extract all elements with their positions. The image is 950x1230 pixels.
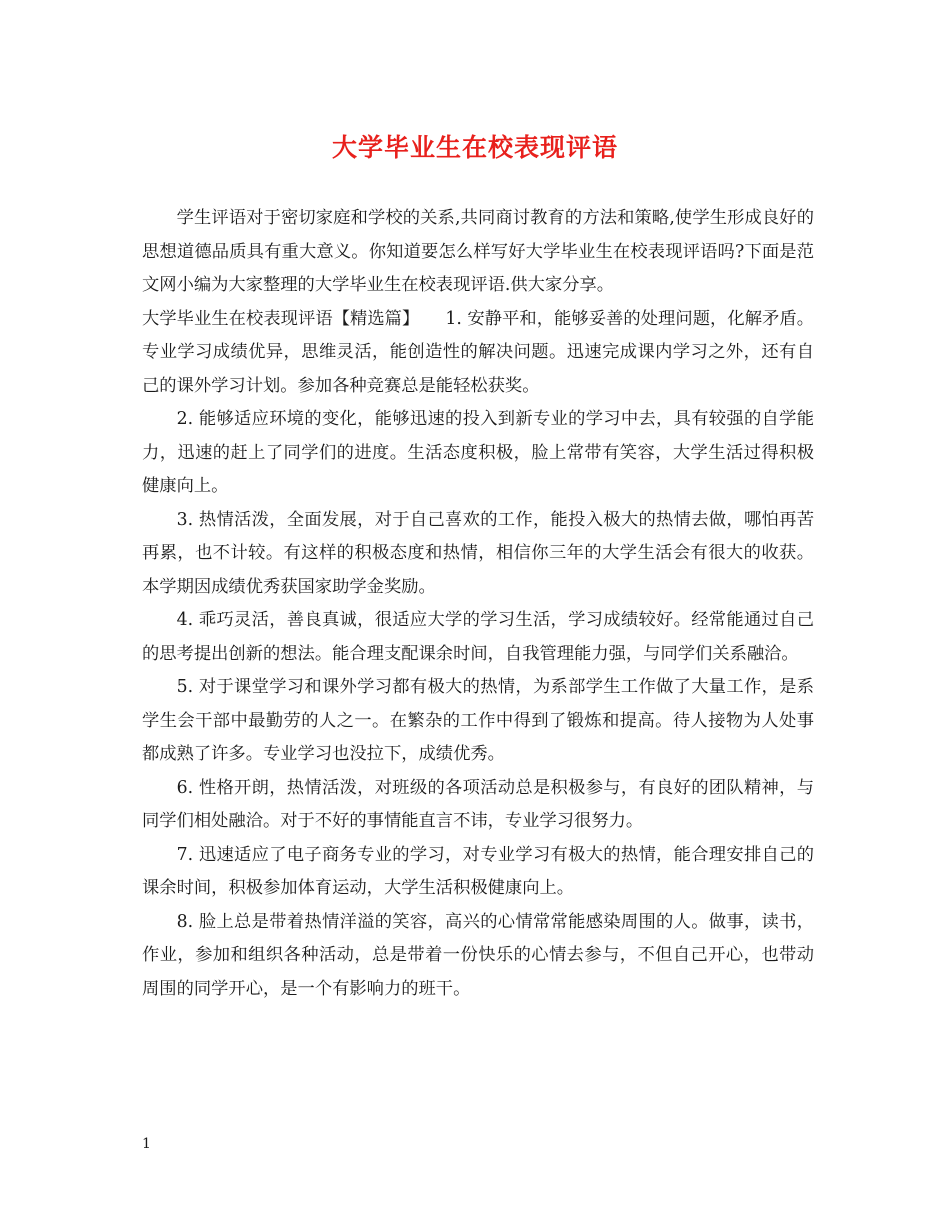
comment-paragraph-7: 7. 迅速适应了电子商务专业的学习，对专业学习有极大的热情，能合理安排自己的课余时间，积极参加体育运动，大学生活积极健康向上。 <box>142 844 814 898</box>
page-number: 1 <box>142 1136 151 1152</box>
comment-paragraph-8: 8. 脸上总是带着热情洋溢的笑容，高兴的心情常常能感染周围的人。做事，读书，作业，参加和组织各种活动，总是带着一份快乐的心情去参与，不但自己开心，也带动周围的同学开心，是一个有影响力的班干。 <box>142 911 814 999</box>
document-body <box>142 202 814 1006</box>
document-title: 大学毕业生在校表现评语 <box>331 133 618 162</box>
comment-paragraph-6: 6. 性格开朗，热情活泼，对班级的各项活动总是积极参与，有良好的团队精神，与同学们相处融洽。对于不好的事情能直言不讳，专业学习很努力。 <box>142 777 814 831</box>
comment-paragraph-5: 5. 对于课堂学习和课外学习都有极大的热情，为系部学生工作做了大量工作，是系学生会干部中最勤劳的人之一。在繁杂的工作中得到了锻炼和提高。待人接物为人处事都成熟了许多。专业学习也没拉下，成绩优秀。 <box>142 677 814 764</box>
comment-paragraph-2: 2. 能够适应环境的变化，能够迅速的投入到新专业的学习中去，具有较强的自学能力，迅速的赶上了同学们的进度。生活态度积极，脸上常带有笑容，大学生活过得积极健康向上。 <box>142 409 814 496</box>
comment-paragraph-4: 4. 乖巧灵活，善良真诚，很适应大学的学习生活，学习成绩较好。经常能通过自己的思考提出创新的想法。能合理支配课余时间，自我管理能力强，与同学们关系融洽。 <box>142 610 814 664</box>
comment-paragraph-1: 大学毕业生在校表现评语【精选篇】 1. 安静平和，能够妥善的处理问题，化解矛盾。专业学习成绩优异，思维灵活，能创造性的解决问题。迅速完成课内学习之外，还有自己的课外学习计划。参加各种竞赛总是能轻松获奖。 <box>142 308 814 396</box>
intro-paragraph: 学生评语对于密切家庭和学校的关系,共同商讨教育的方法和策略,使学生形成良好的思想道德品质具有重大意义。你知道要怎么样写好大学毕业生在校表现评语吗?下面是范文网小编为大家整理的大学毕业生在校表现评语.供大家分享。 <box>142 208 814 295</box>
comment-paragraph-3: 3. 热情活泼，全面发展，对于自己喜欢的工作，能投入极大的热情去做，哪怕再苦再累，也不计较。有这样的积极态度和热情，相信你三年的大学生活会有很大的收获。本学期因成绩优秀获国家助学金奖励。 <box>142 509 814 597</box>
